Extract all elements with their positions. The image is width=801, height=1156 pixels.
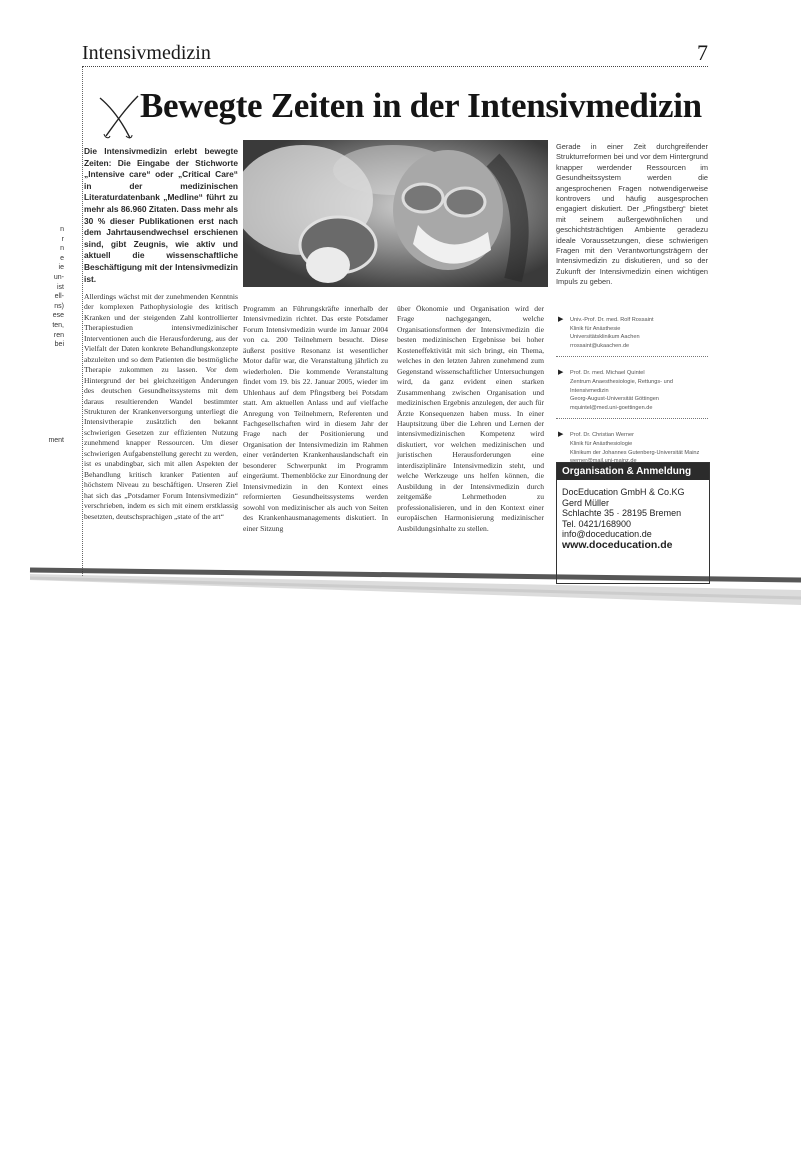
organisation-body xyxy=(557,480,709,550)
margin-fragment xyxy=(40,426,64,436)
arrow-right-icon: ▶ xyxy=(558,316,564,323)
margin-fragment xyxy=(40,388,64,398)
margin-fragment: ment xyxy=(48,437,64,445)
organisation-title: Organisation & Anmeldung xyxy=(557,463,709,480)
adjacent-page-fragment xyxy=(40,225,64,446)
margin-fragment: r xyxy=(61,235,64,243)
margin-fragment xyxy=(40,369,64,379)
sidebar-text: Gerade in einer Zeit durchgreifender Strukturreformen bei und vor dem Hintergrund knapper werdender Ressourcen im Gesundheitssystem werden die angesprochenen Fragen notwendigerweise kontrovers und häufig ausgesprochen engagiert diskutiert. Der „Pfingstberg“ bietet mit seinem außergewöhnlichen und geschichtsträchtigen Ambiente geradezu ideale Voraussetzungen, diese schwierigen Fragen mit den Verantwortungsträgern der Intensivmedizin zu diskutieren, und so der Zukunft der Intensivmedizin einen wichtigen Impuls zu geben. xyxy=(556,142,708,287)
margin-fragment xyxy=(40,350,64,360)
article-lead: Die Intensivmedizin erlebt bewegte Zeiten: Die Eingabe der Stichworte „Intensive care“ oder „Critical Care“ in der medizinischen Literaturdatenbank „Medline“ führt zu mehr als 86.960 Zitaten. Dass mehr als 30 % dieser Publikationen erst nach dem Jahrtausendwechsel erschienen sind, gibt Zeugnis, wie aktiv und aktuell die wissenschaftliche Beschäftigung mit der Intensivmedizin ist. xyxy=(84,146,238,284)
page-number: 7 xyxy=(697,40,708,65)
margin-fragment xyxy=(40,398,64,408)
article-photo xyxy=(243,140,548,287)
margin-fragment xyxy=(40,407,64,417)
margin-fragment: e xyxy=(60,254,64,262)
margin-fragment: un- xyxy=(53,273,64,281)
running-header xyxy=(82,38,708,67)
article-column-1: Allerdings wächst mit der zunehmenden Kenntnis der komplexen Pathophysiologie des kritisch Kranken und der steigenden Zahl kontrollierter Therapiestudien intensivmedizinischer Interventionen auch die Herausforderung, aus der Vielfalt der Daten konkrete Behandlungskonzepte abzuleiten und so dem Patienten die bestmögliche Therapie zukommen zu lassen. Vor dem Hintergrund der bei gleichzeitigen Änderungen des deutschen Gesundheitssystems mit dem daraus resultierenden Wandel bestimmter Strukturen der Krankenversorgung unterliegt die Intensivtherapie zusätzlich den bekannt schwierigen Gesetzen zur effizienten Nutzung zunehmend knapper Ressourcen. Um dieser schwierigen Aufgabenstellung gerecht zu werden, ist es unabdingbar, sich mit allen Aspekten der Behandlung kritisch kranker Patienten auf höchstem Niveau zu beschäftigen. Unseren Ziel hat sich das „Potsdamer Forum Intensivmedizin“ verschrieben, indem es sich mit einem erstklassig besetzten, deutschsprachigen „state of the art“ xyxy=(84,292,238,521)
margin-fragment: bei xyxy=(54,341,64,349)
column-rule xyxy=(82,66,83,576)
margin-fragment: ist xyxy=(57,283,64,291)
margin-fragment: n xyxy=(60,226,64,233)
contact-name: Prof. Dr. med. Michael Quintel xyxy=(570,370,645,377)
margin-fragment xyxy=(40,359,64,369)
contact-entry xyxy=(556,316,708,357)
contact-line: Georg-August-Universität Göttingen xyxy=(570,396,659,403)
contact-line: Universitätsklinikum Aachen xyxy=(570,334,640,341)
contact-name: Prof. Dr. Christian Werner xyxy=(570,432,634,439)
article-column-3: über Ökonomie und Organisation wird der Frage nachgegangen, welche Organisationsformen der Intensivmedizin die besten medizinischen Ergebnisse bei hoher Kosteneffektivität mit sich bringt, ein Thema, welches in den letzten Jahren zunehmend zum Gegenstand wissenschaftlicher Untersuchungen wird, da ganz evident einen starken Zusammenhang zwischen Organisation und medizinischen Ergebnis anzulegen, der auch für Ärzte Konsequenzen haben muss. In einer Hauptsitzung über die Lehren und Lernen der intensivmedizinischen Kompetenz wird diskutiert, vor welchen medizinischen und juristischen Herausforderungen eine interdisziplinäre Intensivmedizin steht, und welche Werkzeuge uns helfen können, die Ausbildung in der Intensivmedizin durch zeitgemäße Lehrmethoden zu professionalisieren, und in den Kontext einer europäischen Harmonisierung medizinischer Ausbildungsinhalte zu stellen. xyxy=(397,304,544,533)
organisation-website: www.doceducation.de xyxy=(562,538,673,551)
arrow-right-icon: ▶ xyxy=(558,431,564,439)
contact-line: Zentrum Anaesthesiologie, Rettungs- und Intensivmedizin xyxy=(570,378,673,394)
margin-fragment: ie xyxy=(58,264,64,272)
organisation-contact: Gerd Müller xyxy=(562,497,610,508)
margin-fragment: ns) xyxy=(54,302,64,310)
margin-fragment: ese xyxy=(52,312,64,320)
section-title: Intensivmedizin xyxy=(82,42,211,64)
contact-name: Univ.-Prof. Dr. med. Rolf Rossaint xyxy=(570,317,654,323)
margin-fragment xyxy=(40,417,64,427)
margin-fragment: n xyxy=(60,245,64,253)
patient-with-mask-image xyxy=(243,140,548,287)
margin-fragment: ell- xyxy=(54,293,64,301)
contact-email: mquintel@med.uni-goettingen.de xyxy=(570,404,653,411)
crossed-swords-logo-icon xyxy=(96,94,140,140)
contact-list xyxy=(556,316,708,485)
margin-fragment xyxy=(40,379,64,389)
arrow-right-icon: ▶ xyxy=(558,369,564,377)
contact-entry xyxy=(556,369,708,419)
contact-email: rrossaint@ukaachen.de xyxy=(570,342,630,349)
organisation-address: Schlachte 35 · 28195 Bremen xyxy=(562,508,682,518)
organisation-email: info@doceducation.de xyxy=(562,529,652,539)
article-headline: Bewegte Zeiten in der Intensivmedizin xyxy=(140,86,702,125)
margin-fragment: ten, xyxy=(52,321,64,329)
organisation-box xyxy=(556,462,710,584)
organisation-company: DocEducation GmbH & Co.KG xyxy=(562,487,685,497)
article-column-2: Programm an Führungskräfte innerhalb der Intensivmedizin richtet. Das erste Potsdamer Forum Intensivmedizin wurde im Januar 2004 von ca. 200 Teilnehmern besucht. Diese äußerst positive Resonanz ist wesentlicher Motor dafür war, die Veranstaltung jährlich zu wiederholen. Die kommende Veranstaltung findet vom 19. bis 22. Januar 2005, wieder im Uhlenhaus auf dem Pfingstberg bei Potsdam statt. Am aktuellen Anlass und auf vielfache Anregung von Teilnehmern, Referenten und Fachgesellschaften wird in diesem Jahr der Frage nach der Positionierung und Organisation der Intensivmedizin im Rahmen einer veränderten Krankenhauslandschaft ein besonderer Schwerpunkt im Programm eingeräumt. Themenblöcke zur Einordnung der Intensivmedizin in den Kontext eines reformierten Gesundheitssystems werden sowohl von medizinischer als auch von Seiten des Krankenhausmanagements diskutiert. In einer Sitzung xyxy=(243,304,388,533)
contact-line: Klinik für Anästhesiologie xyxy=(570,440,633,447)
contact-line: Klinik für Anästhesie xyxy=(570,325,621,332)
margin-fragment: ren xyxy=(53,331,64,339)
organisation-phone: Tel. 0421/168900 xyxy=(562,518,632,529)
contact-line: Klinikum der Johannes Gutenberg-Universität Mainz xyxy=(570,449,700,456)
